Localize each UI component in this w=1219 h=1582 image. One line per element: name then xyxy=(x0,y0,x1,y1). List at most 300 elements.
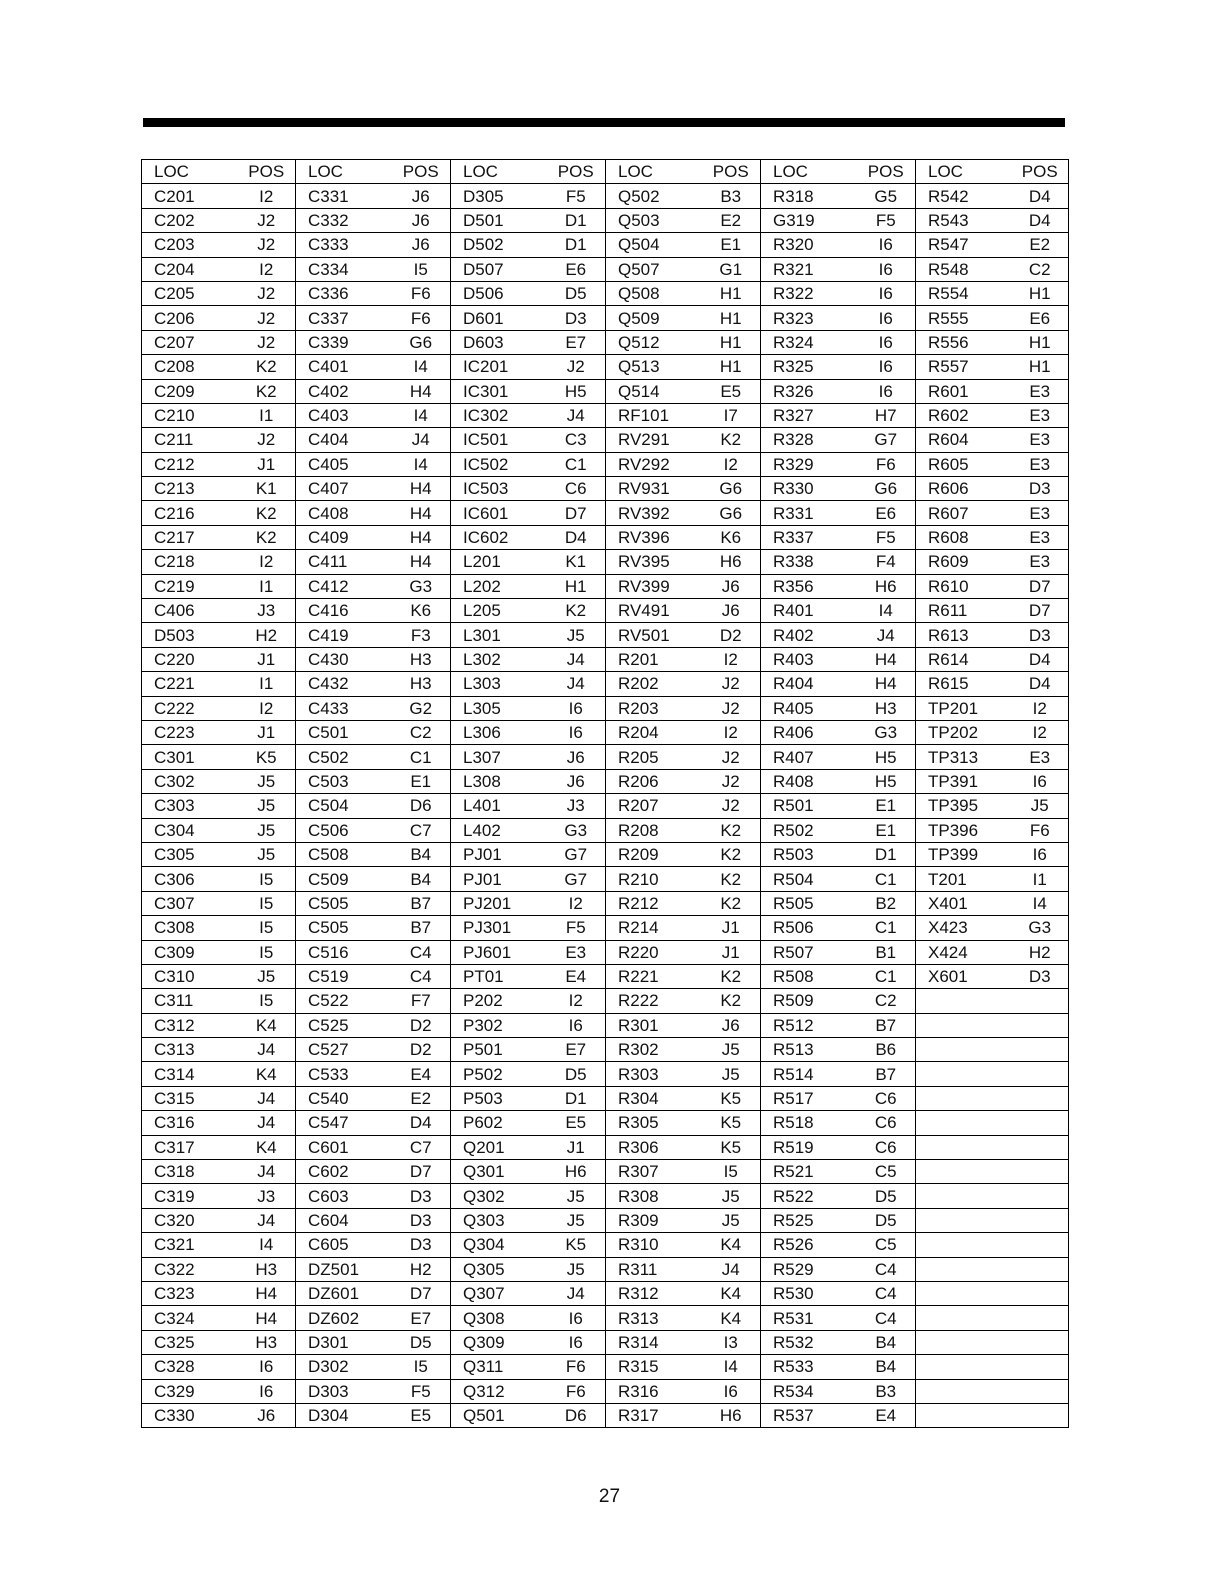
loc-cell xyxy=(916,1038,1012,1062)
pos-cell: J4 xyxy=(857,623,916,647)
pos-cell: I7 xyxy=(702,403,761,427)
loc-cell: C201 xyxy=(142,184,238,208)
loc-cell: RV396 xyxy=(606,525,702,549)
loc-cell: C308 xyxy=(142,916,238,940)
pos-cell: B2 xyxy=(857,891,916,915)
pos-cell: G7 xyxy=(547,867,606,891)
pos-cell xyxy=(1012,1208,1069,1232)
header-loc: LOC xyxy=(761,160,857,184)
loc-cell: Q201 xyxy=(451,1135,547,1159)
loc-cell: R324 xyxy=(761,330,857,354)
loc-cell: Q308 xyxy=(451,1306,547,1330)
table-row xyxy=(142,964,1069,988)
loc-cell: L307 xyxy=(451,745,547,769)
pos-cell: H5 xyxy=(857,769,916,793)
loc-cell: C433 xyxy=(296,696,392,720)
pos-cell: C4 xyxy=(392,940,451,964)
pos-cell: E6 xyxy=(857,501,916,525)
parts-location-table xyxy=(141,159,1069,1428)
pos-cell: I6 xyxy=(1012,842,1069,866)
table-row xyxy=(142,355,1069,379)
pos-cell: D5 xyxy=(392,1330,451,1354)
loc-cell: IC501 xyxy=(451,428,547,452)
loc-cell: Q303 xyxy=(451,1208,547,1232)
loc-cell: R205 xyxy=(606,745,702,769)
pos-cell: J6 xyxy=(702,1013,761,1037)
pos-cell: C7 xyxy=(392,1135,451,1159)
pos-cell: D4 xyxy=(1012,208,1069,232)
pos-cell: B4 xyxy=(857,1330,916,1354)
pos-cell: J6 xyxy=(547,745,606,769)
pos-cell: I4 xyxy=(238,1233,296,1257)
pos-cell: G2 xyxy=(392,696,451,720)
loc-cell: C324 xyxy=(142,1306,238,1330)
loc-cell: C314 xyxy=(142,1062,238,1086)
pos-cell: J1 xyxy=(238,720,296,744)
loc-cell: P502 xyxy=(451,1062,547,1086)
loc-cell: C331 xyxy=(296,184,392,208)
loc-cell: R529 xyxy=(761,1257,857,1281)
loc-cell: C310 xyxy=(142,964,238,988)
loc-cell: R604 xyxy=(916,428,1012,452)
pos-cell: I6 xyxy=(238,1355,296,1379)
table-row xyxy=(142,1135,1069,1159)
pos-cell: K2 xyxy=(702,891,761,915)
pos-cell: H4 xyxy=(392,525,451,549)
table-row xyxy=(142,794,1069,818)
pos-cell: I5 xyxy=(238,916,296,940)
loc-cell xyxy=(916,1281,1012,1305)
pos-cell: H6 xyxy=(857,574,916,598)
pos-cell: E4 xyxy=(857,1403,916,1427)
loc-cell: Q514 xyxy=(606,379,702,403)
pos-cell: D2 xyxy=(392,1038,451,1062)
loc-cell: C402 xyxy=(296,379,392,403)
loc-cell: R337 xyxy=(761,525,857,549)
pos-cell: H4 xyxy=(392,379,451,403)
pos-cell: D4 xyxy=(547,525,606,549)
pos-cell: H4 xyxy=(392,477,451,501)
loc-cell: R320 xyxy=(761,233,857,257)
pos-cell: D3 xyxy=(1012,964,1069,988)
pos-cell xyxy=(1012,1111,1069,1135)
loc-cell: C409 xyxy=(296,525,392,549)
loc-cell: R512 xyxy=(761,1013,857,1037)
loc-cell: Q305 xyxy=(451,1257,547,1281)
loc-cell: C502 xyxy=(296,745,392,769)
loc-cell: R513 xyxy=(761,1038,857,1062)
pos-cell: F6 xyxy=(392,306,451,330)
loc-cell: R401 xyxy=(761,599,857,623)
loc-cell: Q509 xyxy=(606,306,702,330)
loc-cell: L205 xyxy=(451,599,547,623)
pos-cell: C4 xyxy=(857,1281,916,1305)
loc-cell: C332 xyxy=(296,208,392,232)
pos-cell: I6 xyxy=(702,1379,761,1403)
loc-cell: R209 xyxy=(606,842,702,866)
pos-cell: J5 xyxy=(238,769,296,793)
loc-cell: Q502 xyxy=(606,184,702,208)
loc-cell: C430 xyxy=(296,647,392,671)
loc-cell: Q301 xyxy=(451,1160,547,1184)
pos-cell: J5 xyxy=(238,964,296,988)
pos-cell: E2 xyxy=(392,1086,451,1110)
loc-cell: C334 xyxy=(296,257,392,281)
pos-cell: B4 xyxy=(392,842,451,866)
loc-cell: TP201 xyxy=(916,696,1012,720)
pos-cell: I2 xyxy=(238,257,296,281)
pos-cell: K5 xyxy=(702,1086,761,1110)
loc-cell: C416 xyxy=(296,599,392,623)
pos-cell: I6 xyxy=(857,379,916,403)
loc-cell: IC302 xyxy=(451,403,547,427)
loc-cell: R323 xyxy=(761,306,857,330)
loc-cell: C404 xyxy=(296,428,392,452)
table-row xyxy=(142,867,1069,891)
loc-cell: IC503 xyxy=(451,477,547,501)
table-row xyxy=(142,501,1069,525)
table-row xyxy=(142,1208,1069,1232)
loc-cell: L306 xyxy=(451,720,547,744)
pos-cell: K5 xyxy=(702,1111,761,1135)
loc-cell: R325 xyxy=(761,355,857,379)
pos-cell: J5 xyxy=(238,842,296,866)
pos-cell: D7 xyxy=(547,501,606,525)
pos-cell: G6 xyxy=(702,501,761,525)
loc-cell: C533 xyxy=(296,1062,392,1086)
loc-cell: C508 xyxy=(296,842,392,866)
pos-cell: E6 xyxy=(547,257,606,281)
loc-cell: D303 xyxy=(296,1379,392,1403)
pos-cell: J1 xyxy=(238,452,296,476)
pos-cell: F5 xyxy=(857,208,916,232)
pos-cell: J5 xyxy=(702,1062,761,1086)
loc-cell: L301 xyxy=(451,623,547,647)
pos-cell: D2 xyxy=(392,1013,451,1037)
loc-cell: C328 xyxy=(142,1355,238,1379)
loc-cell xyxy=(916,1379,1012,1403)
loc-cell: C222 xyxy=(142,696,238,720)
loc-cell: D304 xyxy=(296,1403,392,1427)
loc-cell: R306 xyxy=(606,1135,702,1159)
table-row xyxy=(142,599,1069,623)
pos-cell: E3 xyxy=(1012,525,1069,549)
pos-cell: D1 xyxy=(857,842,916,866)
table-row xyxy=(142,696,1069,720)
loc-cell: C407 xyxy=(296,477,392,501)
pos-cell: C1 xyxy=(857,916,916,940)
loc-cell: R525 xyxy=(761,1208,857,1232)
loc-cell: R321 xyxy=(761,257,857,281)
loc-cell: Q512 xyxy=(606,330,702,354)
loc-cell: R204 xyxy=(606,720,702,744)
loc-cell: R514 xyxy=(761,1062,857,1086)
pos-cell: D3 xyxy=(392,1233,451,1257)
pos-cell: D4 xyxy=(1012,672,1069,696)
pos-cell: J1 xyxy=(238,647,296,671)
pos-cell: F7 xyxy=(392,989,451,1013)
loc-cell: R314 xyxy=(606,1330,702,1354)
pos-cell: J3 xyxy=(238,599,296,623)
pos-cell: F6 xyxy=(857,452,916,476)
loc-cell xyxy=(916,1013,1012,1037)
pos-cell: I2 xyxy=(238,550,296,574)
pos-cell: D5 xyxy=(857,1208,916,1232)
loc-cell: L401 xyxy=(451,794,547,818)
pos-cell: K4 xyxy=(238,1135,296,1159)
loc-cell: R214 xyxy=(606,916,702,940)
loc-cell: PJ01 xyxy=(451,867,547,891)
pos-cell: J1 xyxy=(702,916,761,940)
pos-cell: I6 xyxy=(857,233,916,257)
loc-cell: L202 xyxy=(451,574,547,598)
pos-cell: C6 xyxy=(857,1111,916,1135)
table-row xyxy=(142,647,1069,671)
loc-cell: C339 xyxy=(296,330,392,354)
loc-cell xyxy=(916,1257,1012,1281)
pos-cell: K2 xyxy=(238,501,296,525)
loc-cell: R601 xyxy=(916,379,1012,403)
loc-cell xyxy=(916,1233,1012,1257)
loc-cell: L201 xyxy=(451,550,547,574)
table-row xyxy=(142,623,1069,647)
loc-cell: Q302 xyxy=(451,1184,547,1208)
pos-cell: I6 xyxy=(547,1330,606,1354)
pos-cell: C6 xyxy=(857,1135,916,1159)
loc-cell: R522 xyxy=(761,1184,857,1208)
loc-cell: IC602 xyxy=(451,525,547,549)
loc-cell: R327 xyxy=(761,403,857,427)
loc-cell: C303 xyxy=(142,794,238,818)
pos-cell xyxy=(1012,1013,1069,1037)
loc-cell: C309 xyxy=(142,940,238,964)
pos-cell: H4 xyxy=(238,1306,296,1330)
pos-cell: I4 xyxy=(392,355,451,379)
loc-cell: R518 xyxy=(761,1111,857,1135)
pos-cell: J5 xyxy=(702,1208,761,1232)
pos-cell: K2 xyxy=(702,428,761,452)
loc-cell: Q307 xyxy=(451,1281,547,1305)
pos-cell: F5 xyxy=(857,525,916,549)
pos-cell: C4 xyxy=(392,964,451,988)
pos-cell: H2 xyxy=(238,623,296,647)
pos-cell xyxy=(1012,1306,1069,1330)
table-row xyxy=(142,1355,1069,1379)
loc-cell: R509 xyxy=(761,989,857,1013)
pos-cell: D6 xyxy=(547,1403,606,1427)
pos-cell: K1 xyxy=(547,550,606,574)
loc-cell: R404 xyxy=(761,672,857,696)
pos-cell: C1 xyxy=(547,452,606,476)
loc-cell: R221 xyxy=(606,964,702,988)
table-row xyxy=(142,769,1069,793)
loc-cell: R534 xyxy=(761,1379,857,1403)
loc-cell: PJ301 xyxy=(451,916,547,940)
pos-cell: I2 xyxy=(238,184,296,208)
pos-cell: H5 xyxy=(857,745,916,769)
loc-cell: C312 xyxy=(142,1013,238,1037)
loc-cell: R609 xyxy=(916,550,1012,574)
loc-cell: C505 xyxy=(296,891,392,915)
header-pos: POS xyxy=(547,160,606,184)
pos-cell: G1 xyxy=(702,257,761,281)
loc-cell: C408 xyxy=(296,501,392,525)
table-row xyxy=(142,184,1069,208)
header-loc: LOC xyxy=(916,160,1012,184)
pos-cell: K4 xyxy=(702,1281,761,1305)
pos-cell: H6 xyxy=(702,1403,761,1427)
loc-cell: C419 xyxy=(296,623,392,647)
pos-cell: J5 xyxy=(547,1257,606,1281)
pos-cell: K2 xyxy=(547,599,606,623)
pos-cell: J2 xyxy=(238,306,296,330)
pos-cell: D4 xyxy=(392,1111,451,1135)
loc-cell: C412 xyxy=(296,574,392,598)
loc-cell: C527 xyxy=(296,1038,392,1062)
header-loc: LOC xyxy=(606,160,702,184)
pos-cell: J4 xyxy=(238,1111,296,1135)
loc-cell: C221 xyxy=(142,672,238,696)
pos-cell: H5 xyxy=(547,379,606,403)
pos-cell: G3 xyxy=(857,720,916,744)
loc-cell: R607 xyxy=(916,501,1012,525)
pos-cell: J5 xyxy=(702,1184,761,1208)
pos-cell: J3 xyxy=(238,1184,296,1208)
loc-cell: R537 xyxy=(761,1403,857,1427)
table-row xyxy=(142,1086,1069,1110)
pos-cell: E4 xyxy=(547,964,606,988)
loc-cell: R611 xyxy=(916,599,1012,623)
loc-cell: C317 xyxy=(142,1135,238,1159)
loc-cell: TP391 xyxy=(916,769,1012,793)
pos-cell: K2 xyxy=(702,989,761,1013)
loc-cell: R308 xyxy=(606,1184,702,1208)
pos-cell: J5 xyxy=(547,623,606,647)
pos-cell: J5 xyxy=(238,794,296,818)
loc-cell: C304 xyxy=(142,818,238,842)
pos-cell: G6 xyxy=(702,477,761,501)
pos-cell: J5 xyxy=(547,1184,606,1208)
pos-cell: G6 xyxy=(857,477,916,501)
pos-cell: J2 xyxy=(702,672,761,696)
loc-cell: D503 xyxy=(142,623,238,647)
loc-cell: C411 xyxy=(296,550,392,574)
loc-cell: C318 xyxy=(142,1160,238,1184)
pos-cell: D6 xyxy=(392,794,451,818)
table-row xyxy=(142,477,1069,501)
pos-cell: E5 xyxy=(702,379,761,403)
loc-cell: C330 xyxy=(142,1403,238,1427)
loc-cell xyxy=(916,1355,1012,1379)
loc-cell: RV395 xyxy=(606,550,702,574)
pos-cell: B7 xyxy=(392,891,451,915)
loc-cell: C205 xyxy=(142,281,238,305)
loc-cell: TP399 xyxy=(916,842,1012,866)
pos-cell: E3 xyxy=(547,940,606,964)
pos-cell: I5 xyxy=(702,1160,761,1184)
pos-cell: J6 xyxy=(392,184,451,208)
loc-cell: R322 xyxy=(761,281,857,305)
loc-cell: TP395 xyxy=(916,794,1012,818)
pos-cell: J1 xyxy=(547,1135,606,1159)
loc-cell: L303 xyxy=(451,672,547,696)
loc-cell: C401 xyxy=(296,355,392,379)
loc-cell: C211 xyxy=(142,428,238,452)
loc-cell: RV501 xyxy=(606,623,702,647)
loc-cell: R602 xyxy=(916,403,1012,427)
pos-cell: J2 xyxy=(238,208,296,232)
pos-cell: J2 xyxy=(547,355,606,379)
pos-cell: D1 xyxy=(547,1086,606,1110)
pos-cell: E3 xyxy=(1012,452,1069,476)
pos-cell: H1 xyxy=(702,281,761,305)
pos-cell: H1 xyxy=(1012,355,1069,379)
pos-cell: J4 xyxy=(547,1281,606,1305)
loc-cell: R543 xyxy=(916,208,1012,232)
table-row xyxy=(142,525,1069,549)
pos-cell: I6 xyxy=(857,355,916,379)
pos-cell: H4 xyxy=(392,550,451,574)
loc-cell: R533 xyxy=(761,1355,857,1379)
pos-cell: I6 xyxy=(547,720,606,744)
pos-cell: K2 xyxy=(238,355,296,379)
pos-cell: J2 xyxy=(702,696,761,720)
loc-cell: R305 xyxy=(606,1111,702,1135)
pos-cell: C3 xyxy=(547,428,606,452)
table-row xyxy=(142,281,1069,305)
header-loc: LOC xyxy=(142,160,238,184)
pos-cell: I1 xyxy=(238,672,296,696)
loc-cell xyxy=(916,1403,1012,1427)
pos-cell: E3 xyxy=(1012,501,1069,525)
loc-cell: C333 xyxy=(296,233,392,257)
pos-cell: J2 xyxy=(702,769,761,793)
table-row xyxy=(142,1306,1069,1330)
loc-cell: L305 xyxy=(451,696,547,720)
table-row xyxy=(142,306,1069,330)
pos-cell xyxy=(1012,1086,1069,1110)
pos-cell: H1 xyxy=(1012,281,1069,305)
loc-cell: D502 xyxy=(451,233,547,257)
loc-cell: C506 xyxy=(296,818,392,842)
pos-cell: I2 xyxy=(547,891,606,915)
pos-cell: I6 xyxy=(1012,769,1069,793)
loc-cell: PJ601 xyxy=(451,940,547,964)
loc-cell: PJ201 xyxy=(451,891,547,915)
loc-cell: RV399 xyxy=(606,574,702,598)
loc-cell: X601 xyxy=(916,964,1012,988)
loc-cell: R338 xyxy=(761,550,857,574)
loc-cell: C220 xyxy=(142,647,238,671)
loc-cell: D507 xyxy=(451,257,547,281)
loc-cell: R309 xyxy=(606,1208,702,1232)
loc-cell: Q312 xyxy=(451,1379,547,1403)
loc-cell: DZ501 xyxy=(296,1257,392,1281)
loc-cell: C503 xyxy=(296,769,392,793)
pos-cell xyxy=(1012,1281,1069,1305)
loc-cell: R615 xyxy=(916,672,1012,696)
pos-cell: H1 xyxy=(702,355,761,379)
loc-cell: Q501 xyxy=(451,1403,547,1427)
table-row xyxy=(142,1403,1069,1427)
header-loc: LOC xyxy=(451,160,547,184)
pos-cell: J1 xyxy=(702,940,761,964)
loc-cell: R206 xyxy=(606,769,702,793)
loc-cell: D305 xyxy=(451,184,547,208)
pos-cell: C5 xyxy=(857,1160,916,1184)
pos-cell: I5 xyxy=(238,891,296,915)
pos-cell: H3 xyxy=(857,696,916,720)
